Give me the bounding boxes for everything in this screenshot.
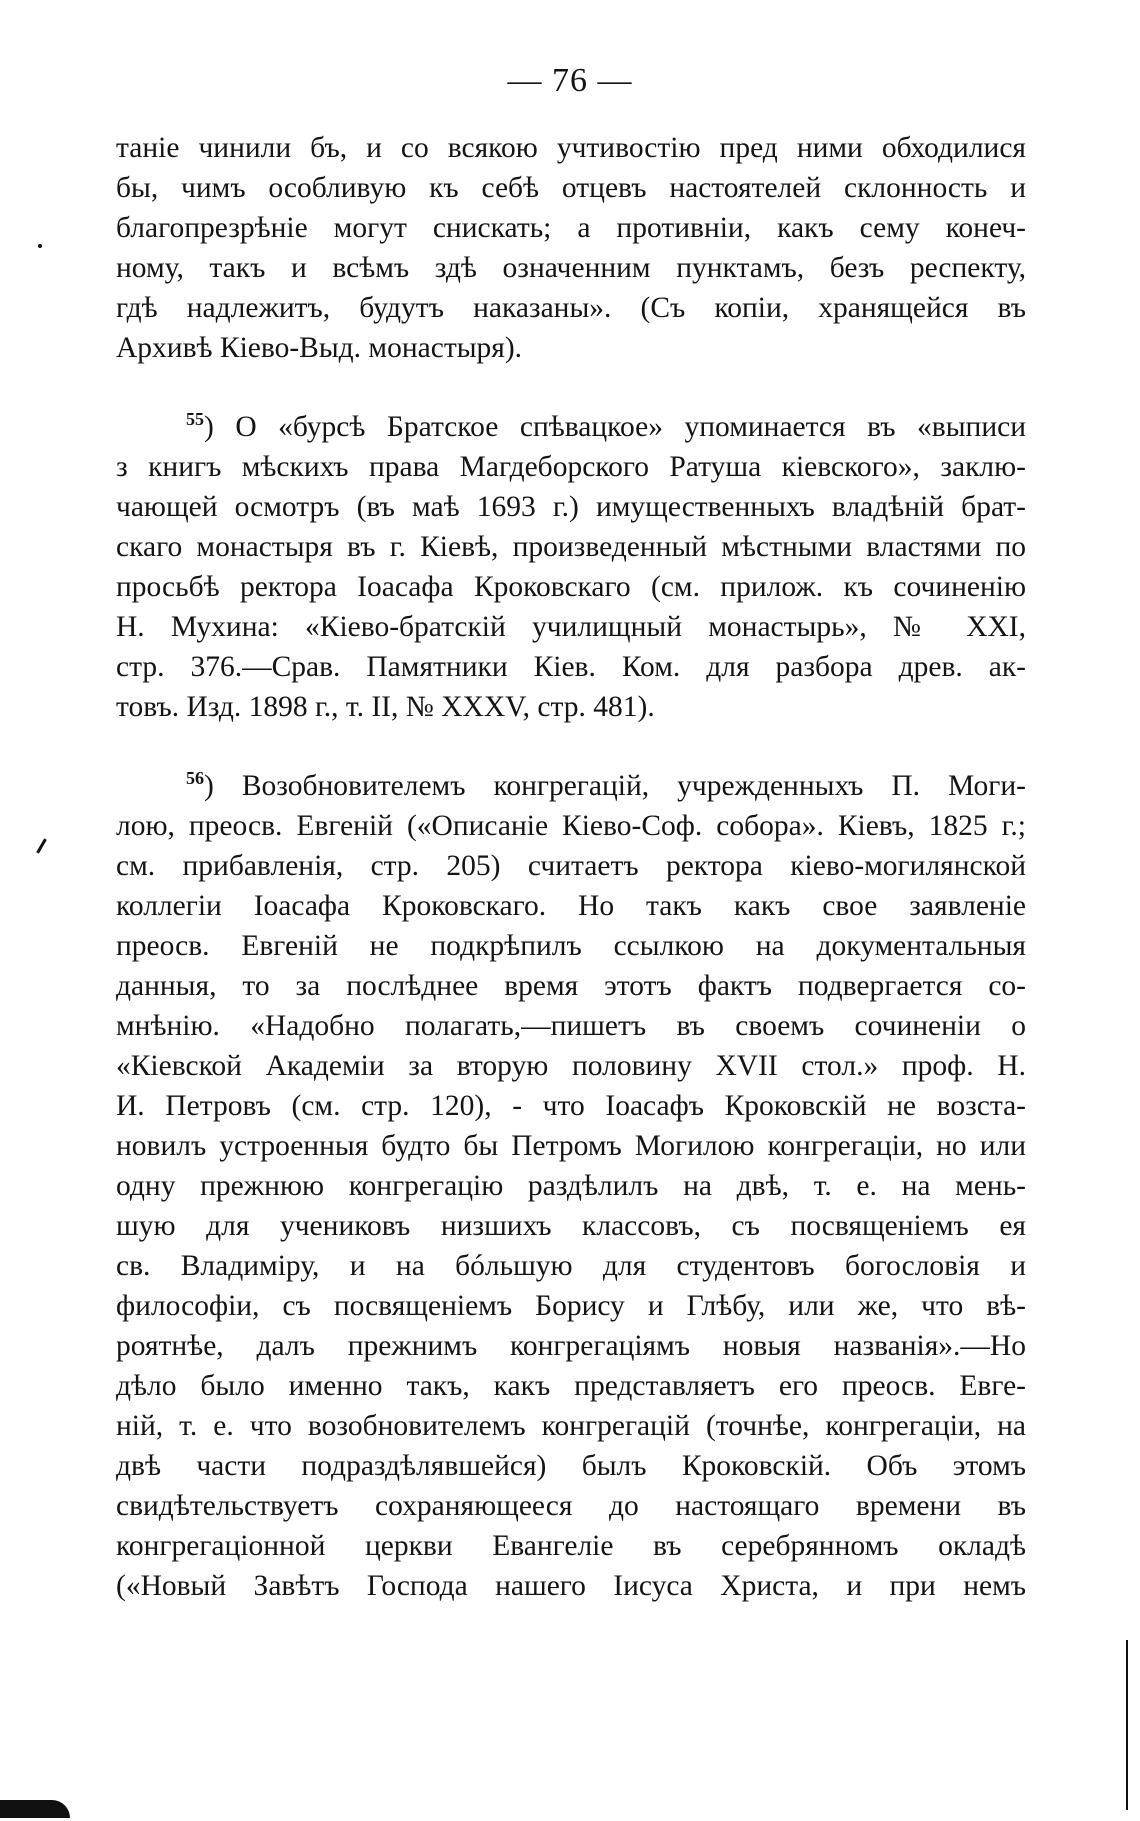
footnote-text: ) Возобновителемъ конгрегацій, учрежденныхъ П. Моги-: [204, 770, 1026, 802]
text-line: коллегіи Іоасафа Кроковскаго. Но такъ какъ свое заявленіе: [116, 890, 1026, 922]
text-line: свидѣтельствуетъ сохраняющееся до настоящаго времени въ: [116, 1490, 1026, 1522]
text-line: роятнѣе, далъ прежнимъ конгрегаціямъ новыя названія».—Но: [116, 1330, 1026, 1362]
footnote-56: [116, 766, 1026, 1606]
text-line: скаго монастыря въ г. Кіевѣ, произведенный мѣстными властями по: [116, 531, 1026, 563]
text-line: [116, 766, 1026, 806]
text-line: Н. Мухина: «Кіево-братскій училищный монастырь», № XXI,: [116, 611, 1026, 643]
scan-mark-edge-line: [1126, 1640, 1128, 1810]
text-line: з книгъ мѣскихъ права Магдеборского Ратуша кіевского», заклю-: [116, 451, 1026, 483]
footnote-55: [116, 407, 1026, 727]
text-line: шую для учениковъ низшихъ классовъ, съ посвященіемъ ея: [116, 1210, 1026, 1242]
text-line: одну прежнюю конгрегацію раздѣлилъ на двѣ, т. е. на мень-: [116, 1170, 1026, 1202]
footnote-number: 56: [186, 768, 204, 789]
paragraph-continuation: [116, 128, 1026, 368]
text-line: см. прибавленія, стр. 205) считаетъ ректора кіево-могилянской: [116, 850, 1026, 882]
text-line: («Новый Завѣтъ Господа нашего Іисуса Христа, и при немъ: [116, 1570, 1026, 1602]
text-line: просьбѣ ректора Іоасафа Кроковскаго (см. прилож. къ сочиненію: [116, 571, 1026, 603]
text-line: [116, 407, 1026, 447]
text-line: св. Владиміру, и на бóльшую для студентовъ богословія и: [116, 1250, 1026, 1282]
text-line: двѣ части подраздѣлявшейся) былъ Кроковскій. Объ этомъ: [116, 1450, 1026, 1482]
text-line: дѣло было именно такъ, какъ представляетъ его преосв. Евге-: [116, 1370, 1026, 1402]
text-line: ній, т. е. что возобновителемъ конгрегацій (точнѣе, конгрегаціи, на: [116, 1410, 1026, 1442]
text-line: лою, преосв. Евгеній («Описаніе Кіево-Соф. собора». Кіевъ, 1825 г.;: [116, 810, 1026, 842]
footnote-text: ) О «бурсѣ Братское спѣвацкое» упоминается въ «выписи: [204, 411, 1026, 443]
text-line: благопрезрѣніе могут снискать; а противніи, какъ сему конеч-: [116, 212, 1026, 244]
text-line: конгрегаціонной церкви Евангеліе въ серебрянномъ окладѣ: [116, 1530, 1026, 1562]
text-line: таніе чинили бъ, и со всякою учтивостію пред ними обходилися: [116, 132, 1026, 164]
scan-mark-dot: [38, 244, 42, 248]
text-line: данныя, то за послѣднее время этотъ фактъ подвергается со-: [116, 970, 1026, 1002]
page-number: — 76 —: [507, 62, 633, 99]
text-line: чающей осмотръ (въ маѣ 1693 г.) имущественныхъ владѣній брат-: [116, 491, 1026, 523]
text-line: ному, такъ и всѣмъ здѣ означенним пунктамъ, безъ респекту,: [116, 252, 1026, 284]
scan-mark-bottom-left: [0, 1800, 70, 1818]
text-line: новилъ устроенныя будто бы Петромъ Могилою конгрегаціи, но или: [116, 1130, 1026, 1162]
text-line: преосв. Евгеній не подкрѣпилъ ссылкою на документальныя: [116, 930, 1026, 962]
scan-mark-slash: [36, 838, 47, 853]
text-line: мнѣнію. «Надобно полагать,—пишетъ въ своемъ сочиненіи о: [116, 1010, 1026, 1042]
footnote-number: 55: [186, 409, 204, 430]
text-line: Архивѣ Кіево-Выд. монастыря).: [116, 332, 523, 364]
text-line: стр. 376.—Срав. Памятники Кіев. Ком. для разбора древ. ак-: [116, 651, 1026, 683]
text-line: товъ. Изд. 1898 г., т. II, № XXXV, стр. 481).: [116, 691, 655, 723]
text-line: «Кіевской Академіи за вторую половину XVII стол.» проф. Н.: [116, 1050, 1026, 1082]
text-line: И. Петровъ (см. стр. 120), - что Іоасафъ Кроковскій не возста-: [116, 1090, 1026, 1122]
text-line: бы, чимъ особливую къ себѣ отцевъ настоятелей склонность и: [116, 172, 1026, 204]
text-line: гдѣ надлежитъ, будутъ наказаны». (Съ копіи, хранящейся въ: [116, 292, 1026, 324]
text-line: философіи, съ посвященіемъ Борису и Глѣбу, или же, что вѣ-: [116, 1290, 1026, 1322]
